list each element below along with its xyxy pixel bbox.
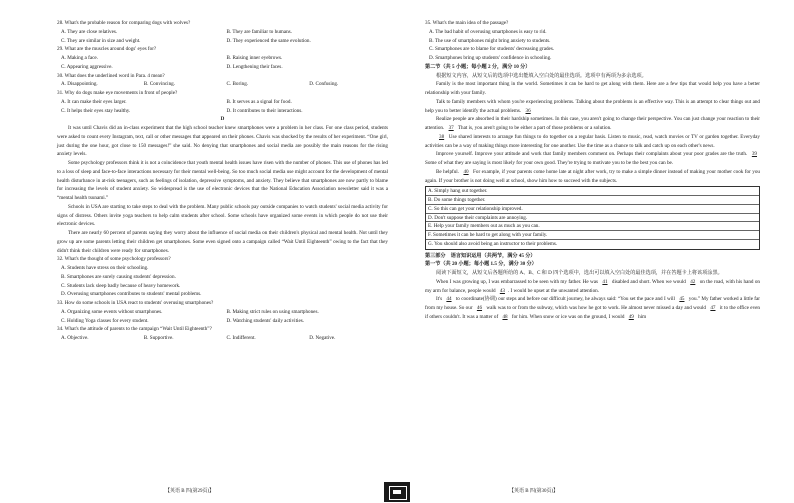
question-line: D. Overusing smartphones contributes to students' mental problems. (61, 291, 202, 298)
passage-paragraph (57, 229, 388, 255)
paragraph-text: Be helpful. (436, 168, 461, 175)
box-option: B. Do some things together. (426, 196, 759, 205)
answer-blank: 49 (628, 313, 634, 320)
question-line: C. Smartphones are to blame for students' decreasing grades. (429, 46, 555, 53)
answer-blank: 41 (602, 278, 608, 285)
paragraph-text: When I was growing up, I was embarrassed to be seen with my father. He was (436, 278, 600, 285)
option-item: A. They are close relatives. (61, 28, 118, 35)
option-row (57, 37, 388, 46)
option-item: D. Confusing. (309, 81, 339, 88)
section-title: 第三部分 语言知识运用（共两节，满分 45 分） (425, 252, 536, 259)
answer-blank: 45 (679, 296, 685, 303)
box-option: C. So this can get your relationship improved. (426, 205, 759, 214)
answer-blank: 43 (499, 287, 505, 294)
passage-paragraph (425, 133, 760, 151)
right-page-footer: 【英语 B 四(第30页)】 (509, 489, 559, 494)
question-line: 34. What's the attitude of parents to the campaign “Wait Until Eighteenth”? (57, 326, 212, 333)
paragraph-text: walk was to or from the subway, which was how he got to work. He almost never missed a day and would (485, 305, 708, 311)
left-column (57, 19, 388, 343)
passage-paragraph (57, 159, 388, 203)
option-item: B. Raising inner eyebrows. (226, 55, 283, 61)
passage-paragraph (425, 150, 760, 168)
paragraph-text: disabled and short. When we would (610, 278, 688, 285)
question-line: 33. How do some schools in USA react to students' overusing smartphones? (57, 300, 214, 306)
paragraph-text: . I would be upset at the unwanted attention. (507, 287, 600, 294)
option-item: C. It helps their eyes stay healthy. (61, 107, 131, 114)
paragraph-text: Talk to family members with whom you're experiencing problems. Talking about the problems is an effective way. This is an attempt to clear things out and help you to better identify the actual problems. (425, 98, 760, 114)
passage-paragraph (425, 72, 760, 81)
box-option: D. Don't suppose their complaints are annoying. (426, 214, 759, 223)
box-option: E. Help your family members out as much as you can. (426, 222, 759, 231)
box-option: A. Simply hang out together. (426, 187, 759, 196)
option-item: C. They are similar in size and weight. (61, 37, 141, 44)
binding-mark-icon (384, 482, 410, 502)
question-line: A. The bad habit of overusing smartphones is easy to rid. (429, 28, 547, 35)
option-item: D. It contributes to their interactions. (226, 107, 303, 114)
answer-blank: 39 (751, 151, 757, 158)
option-row (57, 28, 388, 37)
option-item: A. Disappointing. (61, 81, 98, 88)
passage-paragraph (425, 115, 760, 133)
right-page (397, 0, 794, 503)
paragraph-text: Use shared interests to arrange fun things to do together on a regular basis. Listen to music, read, watch movies or TV or garden together. Everyday activities can be a way of making things more interesting for one another. Use the time as a chance to talk and catch up on each other's news. (425, 133, 760, 149)
option-item: B. It serves as a signal for food. (226, 98, 292, 105)
paragraph-text: For example, if your parents come home late at night after work, try to make a simple dinner instead of making your mother cook for you again. If your brother is not doing well at school, show him how to succeed with the subjects. (425, 168, 760, 184)
paragraph-text: Some of what they are saying is most likely for your own good. They're trying to motivate you to be the best you can be. (425, 160, 674, 166)
box-option: G. You should also avoid being an instructor to their problems. (428, 240, 558, 247)
paragraph-text: 根据短文内容，从短文后的选项中选出能填入空白处的最佳选项。选项中有两项为多余选项。 (436, 72, 647, 79)
option-item: B. Convincing. (143, 81, 176, 88)
option-row (57, 54, 388, 63)
options-box (425, 186, 760, 249)
option-item: C. Appearing aggressive. (61, 63, 113, 70)
question-line: 30. What does the underlined word in Para. 4 mean? (57, 72, 165, 79)
passage-paragraph (57, 203, 388, 229)
paragraph-text: Improve yourself. Improve your attitude and work that family members comment on. Perhaps their complaints about your poor grades are the truth. (436, 151, 749, 158)
paragraph-text: Family is the most important thing in the world. Sometimes it can be hard to get along with them. Here are a few tips that would help you have a better relationship with your family. (425, 81, 760, 96)
paragraph-text: Realize people are absorbed in their hardship sometimes. In this case, you aren't going to change their perspective. You can just change your reaction to their attention. (425, 116, 760, 131)
option-item: C. Boring. (226, 81, 249, 88)
option-row (57, 107, 388, 116)
paragraph-text: it to the office even if others couldn't. It was a matter of (425, 305, 760, 320)
answer-blank: 36 (525, 107, 531, 114)
option-row (57, 98, 388, 107)
option-item: A. Making a face. (61, 55, 98, 61)
passage-paragraph (425, 98, 760, 116)
option-row (57, 334, 388, 343)
paragraph-text: Schools in USA are starting to take steps to deal with the problem. Many public schools pay outside companies to watch students' social media activity for signs of distress. Others invite yoga teachers to help calm students after school. Some schools have organized some events in which people do not use their electronic devices. (57, 203, 388, 228)
cloze-paragraph (425, 278, 760, 296)
option-item: D. Watching students' daily activities. (226, 317, 305, 324)
passage-paragraph (425, 269, 760, 278)
answer-blank: 47 (710, 305, 716, 311)
paragraph-text: on the road, with his hand on my arm for balance, people would (425, 278, 760, 294)
option-item: B. Supportive. (143, 335, 174, 341)
passage-heading: D (220, 116, 225, 123)
paragraph-text: That is, you aren't going to be either a part of those problems or a solution. (456, 125, 612, 131)
answer-blank: 42 (690, 278, 696, 285)
paragraph-text: It was until Chavis did an in-class experiment that the high school teacher knew smartphones were a problem in her class. For one class period, students were asked to count every Instagram, text, call or other messages that appeared on their phones. Chavis was shocked by the results of her experiment. “One girl, just during the one hour, got close to 150 messages!” she said. No denying that smartphones and social media are possibly the main reasons for the rising anxiety levels. (57, 125, 388, 158)
question-line: 35. What's the main idea of the passage? (425, 20, 509, 26)
answer-blank: 38 (439, 133, 445, 140)
option-item: D. Lengthening their faces. (226, 63, 283, 70)
paragraph-text: him (636, 313, 647, 320)
answer-blank: 48 (502, 313, 508, 320)
question-line: 32. What's the thought of some psychology professors? (57, 256, 171, 263)
paragraph-text: for him. When snow or ice was on the ground, I would (510, 313, 626, 320)
answer-blank: 44 (446, 296, 452, 303)
paragraph-text: It's (436, 296, 444, 303)
answer-blank: 40 (463, 168, 469, 175)
question-line: 29. What are the muscles around dogs' eyes for? (57, 46, 157, 53)
question-line: 31. Why do dogs make eye movements in front of people? (57, 90, 178, 96)
box-option: F. Sometimes it can be hard to get along with your family. (426, 231, 759, 240)
option-item: D. They experienced the same evolution. (226, 37, 311, 44)
option-row (57, 308, 388, 317)
option-item: B. They are familiar to humans. (226, 28, 292, 35)
option-item: A. It can make their eyes larger. (61, 98, 127, 105)
option-row (57, 63, 388, 72)
answer-blank: 46 (476, 305, 483, 311)
paragraph-text: Some psychology professors think it is not a coincidence that youth mental health issues have risen with the number of phones. This use of phones has led to a loss of sleep and face-to-face interactions necessary for their mental well-being. So too much social media use might account for the development of mental health disturbance in at-risk teenagers, such as feelings of isolation, depressive symptoms, and anxiety. They believe that smartphones are now partly to blame for increasing the levels of student anxiety. So widespread is the use of electronic devices that the National Education Association newsletter said it was a “mental health tsunami.” (57, 160, 388, 201)
option-item: A. Objective. (61, 335, 89, 341)
left-page-footer: 【英语 B 四(第29页)】 (165, 489, 215, 494)
answer-blank: 37 (448, 125, 454, 131)
section-title: 第一节（共 20 小题；每小题 1.5 分，满分 30 分） (425, 261, 537, 268)
passage-paragraph (57, 124, 388, 159)
option-row (57, 80, 388, 89)
right-column (425, 19, 760, 322)
option-item: C. Indifferent. (226, 335, 256, 341)
option-item: A. Organizing some events without smartphones. (61, 308, 163, 315)
option-row (57, 317, 388, 326)
question-line: D. Smartphones bring up students' confidence in schooling. (429, 55, 552, 61)
question-line: B. Smartphones are surely causing students' depression. (61, 273, 176, 280)
paragraph-text: There are nearly 60 percent of parents saying they worry about the influence of social media on their children's physical and mental health. Not until they grow up are some parents letting their children get smartphones. Some even signed onto a campaign called “Wait Until Eighteenth” owing to the fact that they didn't think their children were ready for smartphones. (57, 230, 388, 254)
option-item: C. Holding Yoga classes for every student. (61, 317, 149, 324)
passage-paragraph (425, 80, 760, 98)
question-line: B. The use of smartphones might bring anxiety to students. (429, 37, 551, 44)
cloze-paragraph (425, 295, 760, 321)
passage-paragraph (425, 168, 760, 186)
paragraph-text: to coordinate(协调) our steps and before our difficult journey, he always said: “You set the pace and I will (454, 296, 677, 303)
option-item: D. Negative. (309, 335, 336, 341)
question-line: A. Students have stress on their schooling. (61, 265, 149, 271)
paragraph-text: you.” My father worked a little far from my house. So our (425, 296, 761, 311)
paragraph-text: 阅读下面短文，从短文后各题所给的 A、B、C 和 D 四个选项中，选出可以填入空白处的最佳选项，并在答题卡上将该项涂黑。 (436, 270, 723, 276)
option-item: B. Making strict rules on using smartphones. (226, 308, 319, 315)
question-line: 28. What's the probable reason for comparing dogs with wolves? (57, 20, 191, 26)
question-line: C. Students lack sleep badly because of heavy homework. (61, 282, 181, 289)
section-title: 第二节（共 5 小题；每小题 2 分，满分 10 分） (425, 63, 531, 70)
